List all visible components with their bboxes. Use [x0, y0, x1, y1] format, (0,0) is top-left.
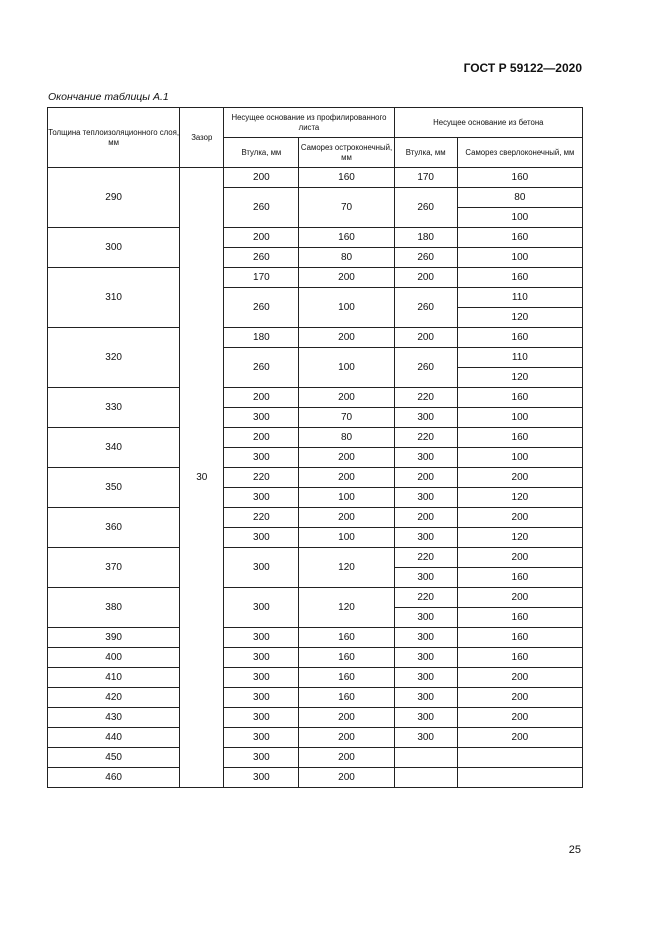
profiled-screw-cell: 70: [299, 408, 394, 428]
concrete-sleeve-cell: [394, 748, 457, 768]
concrete-sleeve-cell: 220: [394, 548, 457, 568]
concrete-sleeve-cell: [394, 768, 457, 788]
table-row: [48, 748, 583, 768]
table-row: [48, 628, 583, 648]
table-row: [48, 648, 583, 668]
concrete-screw-cell: 110: [457, 288, 582, 308]
concrete-screw-cell: 120: [457, 488, 582, 508]
concrete-screw-cell: 100: [457, 408, 582, 428]
profiled-sleeve-cell: 300: [224, 668, 299, 688]
concrete-screw-cell: 160: [457, 628, 582, 648]
thickness-cell: 440: [48, 728, 180, 748]
profiled-sleeve-cell: 300: [224, 528, 299, 548]
thickness-cell: 310: [48, 268, 180, 328]
thickness-cell: 330: [48, 388, 180, 428]
profiled-sleeve-cell: 170: [224, 268, 299, 288]
concrete-screw-cell: 160: [457, 388, 582, 408]
profiled-sleeve-cell: 300: [224, 708, 299, 728]
data-table: [47, 107, 583, 788]
concrete-screw-cell: 200: [457, 468, 582, 488]
concrete-screw-cell: 160: [457, 648, 582, 668]
profiled-screw-cell: 200: [299, 468, 394, 488]
concrete-sleeve-cell: 300: [394, 528, 457, 548]
profiled-screw-cell: 160: [299, 668, 394, 688]
concrete-sleeve-cell: 300: [394, 568, 457, 588]
profiled-screw-cell: 80: [299, 428, 394, 448]
concrete-sleeve-cell: 180: [394, 228, 457, 248]
concrete-screw-cell: 120: [457, 308, 582, 328]
concrete-sleeve-cell: 200: [394, 268, 457, 288]
profiled-screw-cell: 200: [299, 388, 394, 408]
profiled-sleeve-cell: 260: [224, 288, 299, 328]
profiled-sleeve-cell: 180: [224, 328, 299, 348]
profiled-sleeve-cell: 300: [224, 768, 299, 788]
profiled-sleeve-cell: 220: [224, 468, 299, 488]
gap-cell: 30: [180, 168, 224, 788]
header-concrete-group: Несущее основание из бетона: [394, 108, 582, 138]
concrete-screw-cell: 100: [457, 448, 582, 468]
table-row: [48, 728, 583, 748]
concrete-screw-cell: 160: [457, 168, 582, 188]
concrete-sleeve-cell: 170: [394, 168, 457, 188]
concrete-screw-cell: [457, 768, 582, 788]
profiled-screw-cell: 120: [299, 548, 394, 588]
profiled-sleeve-cell: 300: [224, 748, 299, 768]
concrete-screw-cell: 160: [457, 328, 582, 348]
profiled-screw-cell: 200: [299, 728, 394, 748]
table-caption: Окончание таблицы А.1: [48, 91, 169, 103]
table-header: [48, 108, 583, 168]
header-profiled-screw: Саморез остроконечный, мм: [299, 138, 394, 168]
header-concrete-sleeve: Втулка, мм: [394, 138, 457, 168]
table-row: [48, 168, 583, 188]
profiled-screw-cell: 200: [299, 448, 394, 468]
table-row: [48, 508, 583, 528]
concrete-screw-cell: 200: [457, 668, 582, 688]
table-row: [48, 328, 583, 348]
thickness-cell: 450: [48, 748, 180, 768]
profiled-sleeve-cell: 260: [224, 348, 299, 388]
concrete-sleeve-cell: 300: [394, 628, 457, 648]
profiled-screw-cell: 160: [299, 168, 394, 188]
profiled-sleeve-cell: 260: [224, 248, 299, 268]
concrete-sleeve-cell: 200: [394, 508, 457, 528]
profiled-screw-cell: 200: [299, 328, 394, 348]
thickness-cell: 420: [48, 688, 180, 708]
page-number: 25: [568, 844, 581, 856]
header-gap: Зазор: [180, 108, 224, 168]
table-row: [48, 228, 583, 248]
thickness-cell: 400: [48, 648, 180, 668]
concrete-screw-cell: 110: [457, 348, 582, 368]
concrete-screw-cell: 80: [457, 188, 582, 208]
concrete-screw-cell: 160: [457, 568, 582, 588]
concrete-screw-cell: 160: [457, 228, 582, 248]
concrete-sleeve-cell: 220: [394, 388, 457, 408]
profiled-sleeve-cell: 300: [224, 548, 299, 588]
concrete-screw-cell: [457, 748, 582, 768]
concrete-sleeve-cell: 200: [394, 328, 457, 348]
concrete-screw-cell: 100: [457, 208, 582, 228]
profiled-screw-cell: 120: [299, 588, 394, 628]
profiled-sleeve-cell: 220: [224, 508, 299, 528]
concrete-screw-cell: 200: [457, 548, 582, 568]
profiled-screw-cell: 200: [299, 268, 394, 288]
concrete-sleeve-cell: 300: [394, 708, 457, 728]
concrete-screw-cell: 200: [457, 728, 582, 748]
concrete-screw-cell: 160: [457, 428, 582, 448]
concrete-sleeve-cell: 220: [394, 428, 457, 448]
header-concrete-screw: Саморез сверлоконечный, мм: [457, 138, 582, 168]
concrete-sleeve-cell: 260: [394, 248, 457, 268]
table-row: [48, 708, 583, 728]
profiled-screw-cell: 200: [299, 708, 394, 728]
table-row: [48, 668, 583, 688]
concrete-sleeve-cell: 300: [394, 488, 457, 508]
profiled-sleeve-cell: 300: [224, 408, 299, 428]
thickness-cell: 300: [48, 228, 180, 268]
profiled-screw-cell: 200: [299, 748, 394, 768]
profiled-screw-cell: 100: [299, 348, 394, 388]
concrete-sleeve-cell: 300: [394, 408, 457, 428]
profiled-sleeve-cell: 300: [224, 688, 299, 708]
header-profiled-group: Несущее основание из профилированного листа: [224, 108, 394, 138]
profiled-sleeve-cell: 300: [224, 628, 299, 648]
header-thickness: Толщина теплоизоляционного слоя, мм: [48, 108, 180, 168]
document-code: ГОСТ Р 59122—2020: [463, 61, 582, 75]
thickness-cell: 410: [48, 668, 180, 688]
profiled-screw-cell: 200: [299, 508, 394, 528]
thickness-cell: 430: [48, 708, 180, 728]
profiled-sleeve-cell: 200: [224, 228, 299, 248]
table-row: [48, 588, 583, 608]
thickness-cell: 350: [48, 468, 180, 508]
thickness-cell: 390: [48, 628, 180, 648]
table-row: [48, 688, 583, 708]
table-row: [48, 468, 583, 488]
table-row: [48, 388, 583, 408]
thickness-cell: 460: [48, 768, 180, 788]
profiled-sleeve-cell: 300: [224, 488, 299, 508]
profiled-screw-cell: 160: [299, 628, 394, 648]
thickness-cell: 380: [48, 588, 180, 628]
concrete-screw-cell: 100: [457, 248, 582, 268]
concrete-sleeve-cell: 220: [394, 588, 457, 608]
concrete-sleeve-cell: 260: [394, 288, 457, 328]
profiled-sleeve-cell: 200: [224, 168, 299, 188]
concrete-screw-cell: 200: [457, 708, 582, 728]
concrete-screw-cell: 200: [457, 508, 582, 528]
concrete-sleeve-cell: 260: [394, 348, 457, 388]
profiled-screw-cell: 100: [299, 288, 394, 328]
concrete-screw-cell: 200: [457, 588, 582, 608]
concrete-screw-cell: 160: [457, 268, 582, 288]
thickness-cell: 290: [48, 168, 180, 228]
profiled-sleeve-cell: 300: [224, 648, 299, 668]
concrete-sleeve-cell: 200: [394, 468, 457, 488]
concrete-sleeve-cell: 300: [394, 448, 457, 468]
concrete-screw-cell: 120: [457, 528, 582, 548]
table-row: [48, 548, 583, 568]
thickness-cell: 360: [48, 508, 180, 548]
header-profiled-sleeve: Втулка, мм: [224, 138, 299, 168]
concrete-sleeve-cell: 300: [394, 668, 457, 688]
concrete-sleeve-cell: 300: [394, 688, 457, 708]
concrete-screw-cell: 120: [457, 368, 582, 388]
profiled-sleeve-cell: 260: [224, 188, 299, 228]
concrete-screw-cell: 200: [457, 688, 582, 708]
thickness-cell: 370: [48, 548, 180, 588]
profiled-sleeve-cell: 200: [224, 388, 299, 408]
thickness-cell: 340: [48, 428, 180, 468]
table-row: [48, 428, 583, 448]
concrete-sleeve-cell: 300: [394, 608, 457, 628]
profiled-screw-cell: 160: [299, 228, 394, 248]
profiled-screw-cell: 100: [299, 488, 394, 508]
concrete-sleeve-cell: 300: [394, 728, 457, 748]
table-row: [48, 768, 583, 788]
thickness-cell: 320: [48, 328, 180, 388]
profiled-screw-cell: 160: [299, 688, 394, 708]
profiled-sleeve-cell: 300: [224, 728, 299, 748]
profiled-screw-cell: 200: [299, 768, 394, 788]
concrete-sleeve-cell: 300: [394, 648, 457, 668]
profiled-sleeve-cell: 200: [224, 428, 299, 448]
profiled-screw-cell: 100: [299, 528, 394, 548]
concrete-sleeve-cell: 260: [394, 188, 457, 228]
table-body: [48, 168, 583, 788]
table-row: [48, 268, 583, 288]
profiled-screw-cell: 80: [299, 248, 394, 268]
concrete-screw-cell: 160: [457, 608, 582, 628]
profiled-sleeve-cell: 300: [224, 448, 299, 468]
profiled-screw-cell: 70: [299, 188, 394, 228]
profiled-screw-cell: 160: [299, 648, 394, 668]
profiled-sleeve-cell: 300: [224, 588, 299, 628]
